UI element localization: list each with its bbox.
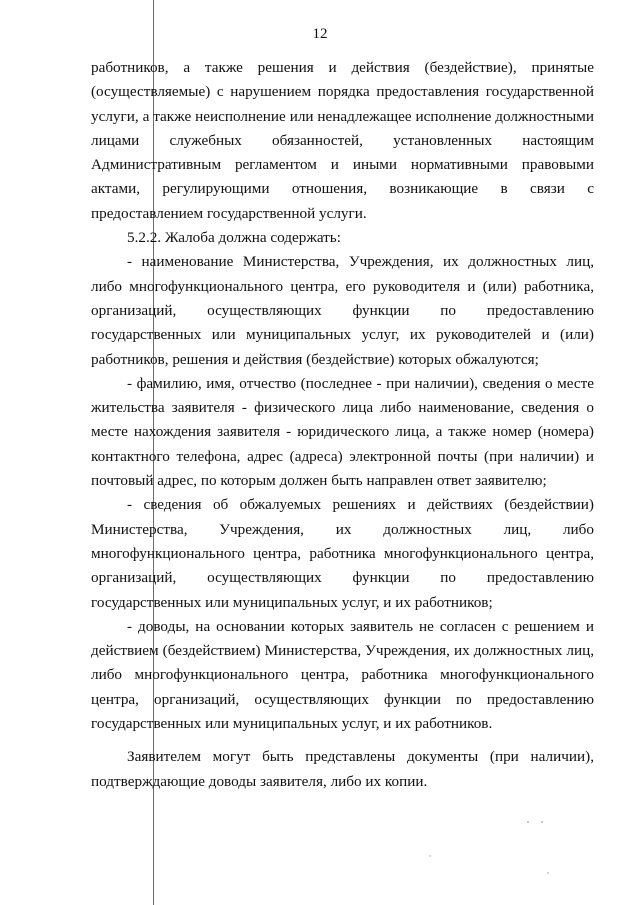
speck <box>527 821 529 823</box>
list-item-arguments: - доводы, на основании которых заявитель не согласен с решением и действием (бездействием) Министерства, Учреждения, их должностных лиц, либо многофункционального центра, работника многофункционального центра, организаций, осуществляющих функции по предоставлению государственных или муниципальных услуг, и их работников. <box>91 617 594 733</box>
speck <box>429 855 430 856</box>
list-item-appealed-decisions: - сведения об обжалуемых решениях и действиях (бездействии) Министерства, Учреждения, их должностных лиц, либо многофункционального центра, работника многофункционального центра, организаций, осуществляющих функции по предоставлению государственных или муниципальных услуг, и их работников; <box>91 496 594 611</box>
list-item-applicant-details: - фамилию, имя, отчество (последнее - при наличии), сведения о месте жительства заявителя - физического лица либо наименование, сведения о месте нахождения заявителя - юридического лица, а также номер (номера) контактного телефона, адрес (адреса) электронной почты (при наличии) и почтовый адрес, по которым должен быть направлен ответ заявителю; <box>91 374 594 490</box>
speck <box>547 872 548 873</box>
paragraph-continuation: работников, а также решения и действия (бездействие), принятые (осуществляемые) с нарушением порядка предоставления государственной услуги, а также неисполнение или ненадлежащее исполнение должностными лицами служебных обязанностей, установленных настоящим Административным регламентом и иными нормативными правовыми актами, регулирующими отношения, возникающие в связи с предоставлением государственной услуги. <box>91 59 594 222</box>
speck <box>541 821 543 823</box>
page-number: 12 <box>312 26 328 42</box>
paragraph-clause-heading: 5.2.2. Жалоба должна содержать: <box>127 229 341 247</box>
paragraph-supporting-documents: Заявителем могут быть представлены документы (при наличии), подтверждающие доводы заявителя, либо их копии. <box>91 748 594 790</box>
list-item-authority: - наименование Министерства, Учреждения, их должностных лиц, либо многофункционального центра, его руководителя и (или) работника, организаций, осуществляющих функции по предоставлению государственных или муниципальных услуг, их руководителей и (или) работников, решения и действия (бездействие) которых обжалуются; <box>91 253 594 368</box>
